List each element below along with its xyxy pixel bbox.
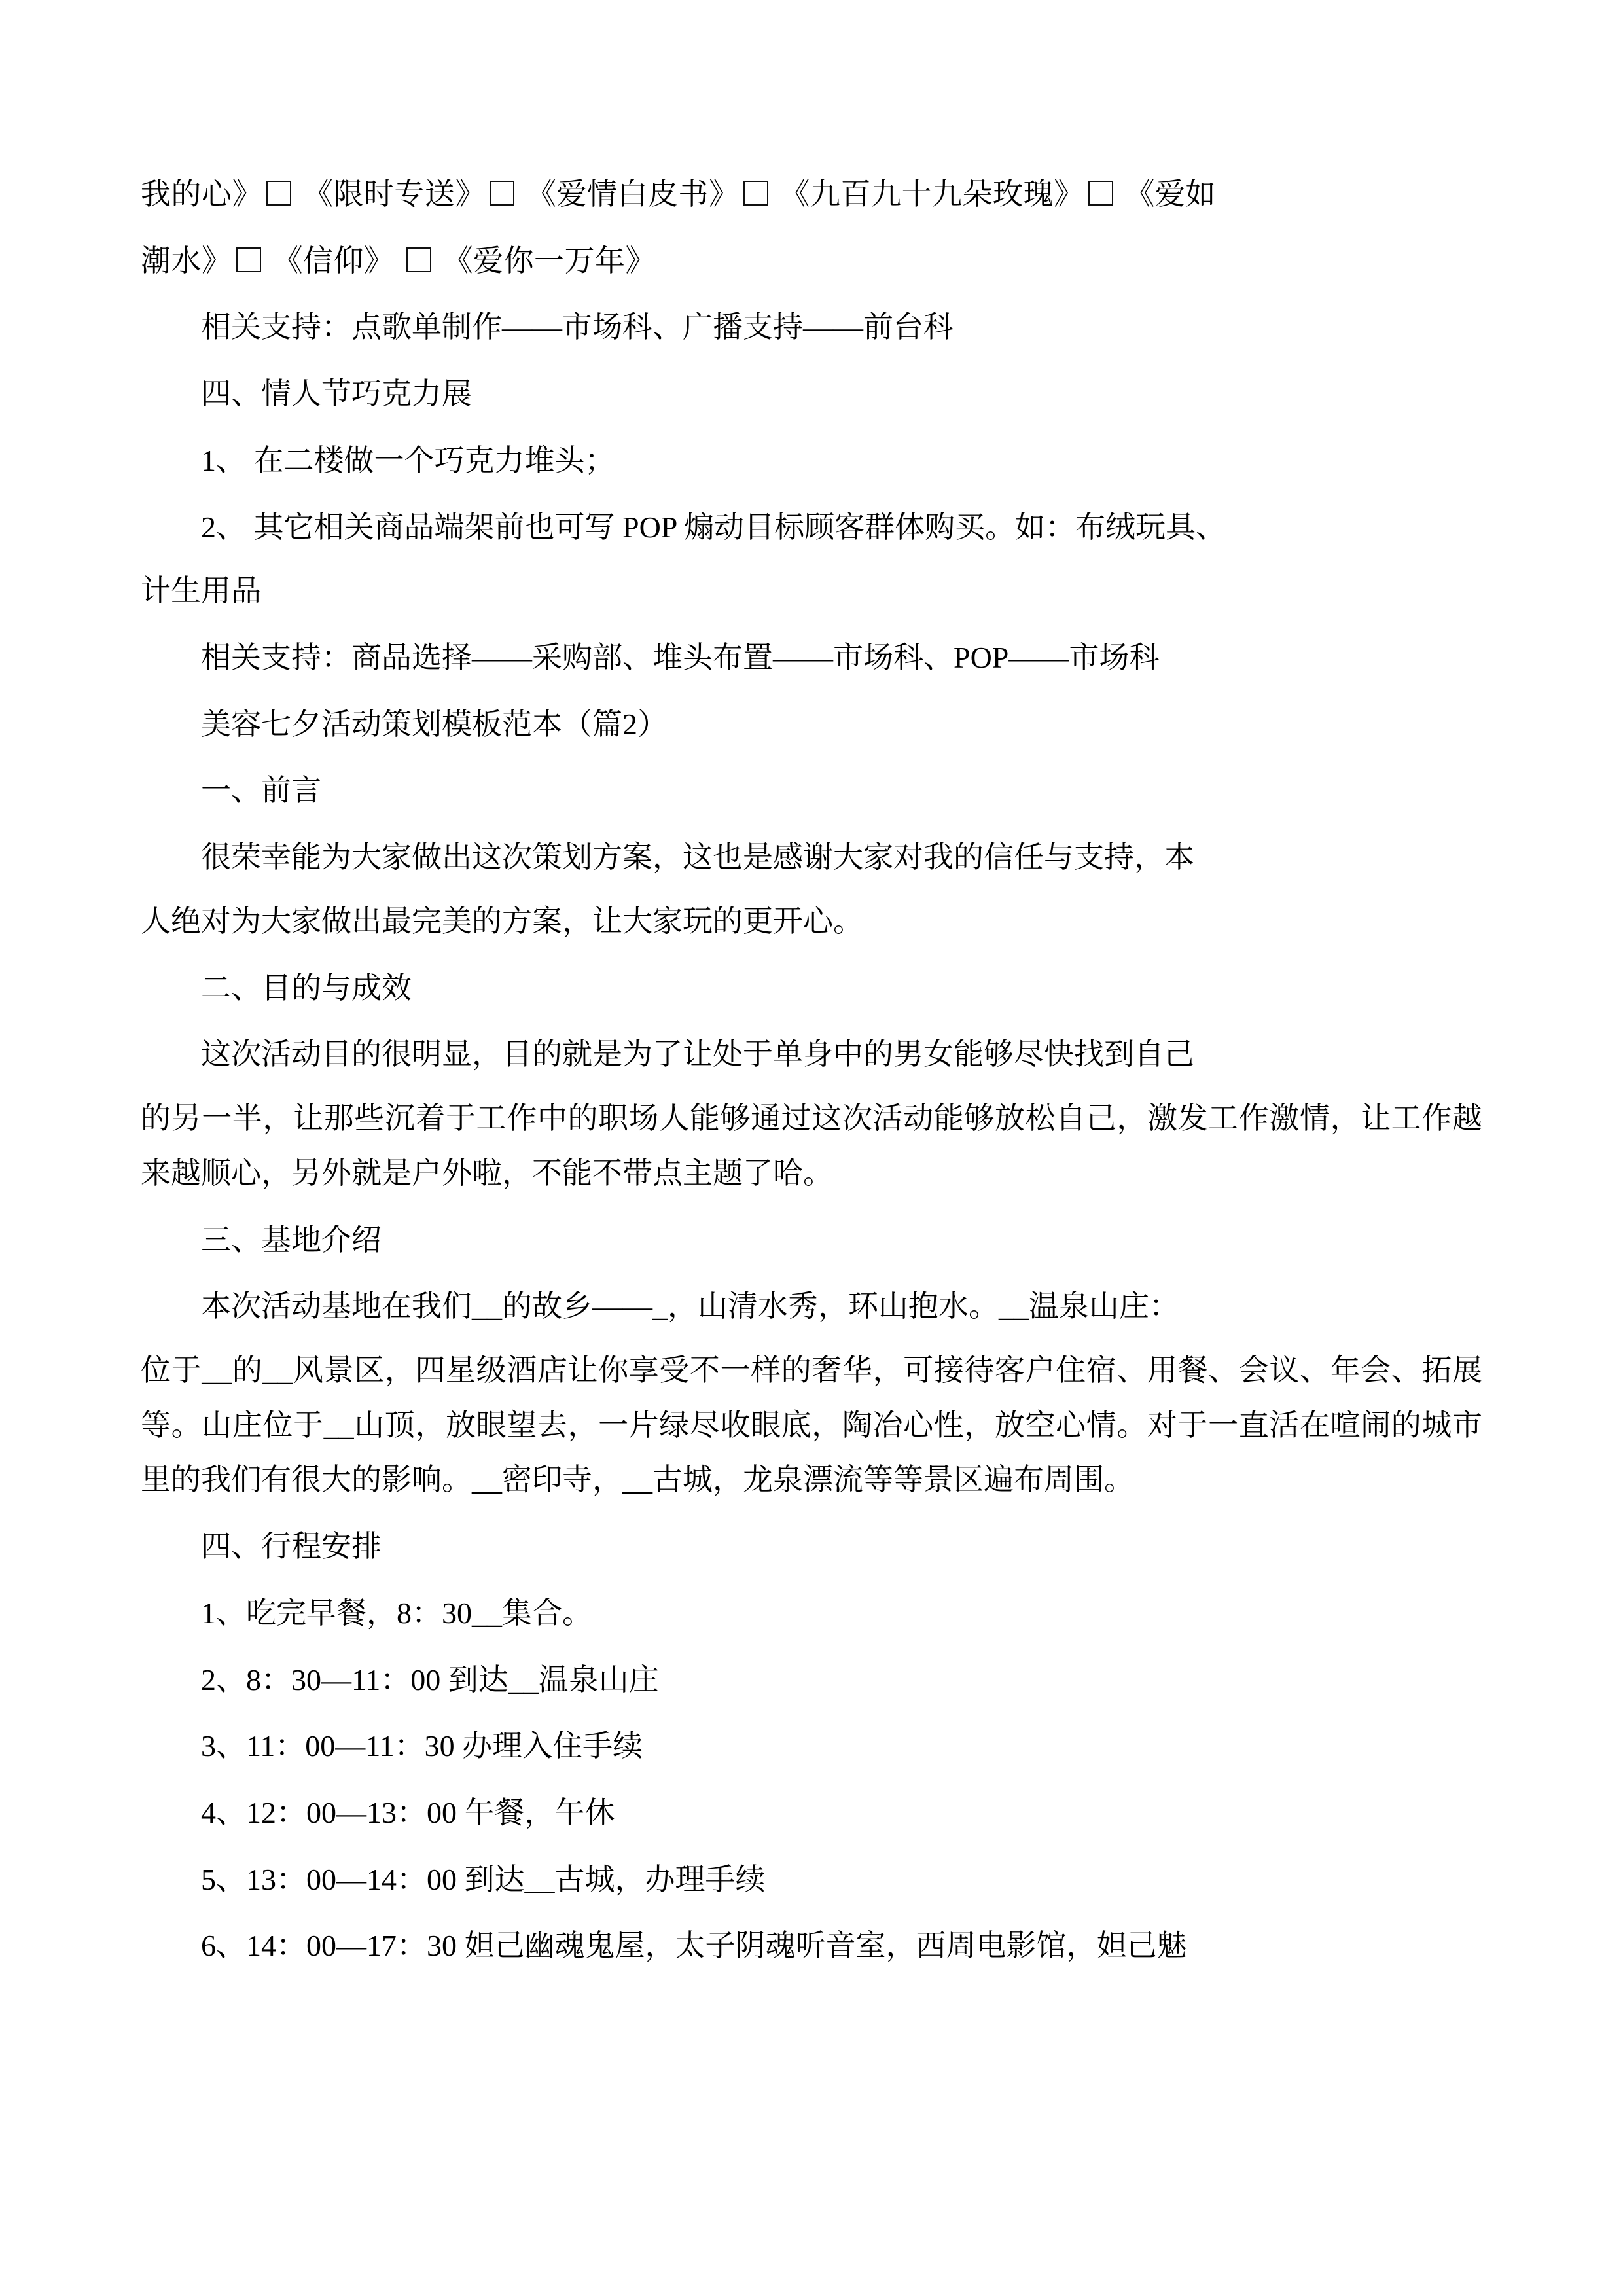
paragraph-p2-base-continuation: 位于__的__风景区，四星级酒店让你享受不一样的奢华，可接待客户住宿、用餐、会议、年会、拓展等。山庄位于__山顶，放眼望去，一片绿尽收眼底，陶冶心性，放空心情。对于一直活在喧闹的城市里的我们有很大的影响。__密印寺，__古城，龙泉漂流等等景区遍布周围。 (141, 1353, 1482, 1497)
schedule-item-2: 2、8：30—11：00 到达__温泉山庄 (201, 1662, 659, 1696)
heading-section-4: 四、情人节巧克力展 (201, 377, 472, 411)
heading-p2-section-3: 三、基地介绍 (201, 1223, 382, 1257)
checkbox-icon (743, 181, 768, 206)
checkbox-icon (490, 181, 514, 206)
heading-p2-section-2: 二、目的与成效 (201, 971, 412, 1005)
list-item-4-2-continuation: 计生用品 (141, 574, 261, 608)
paragraph-song-list-line1 (141, 167, 1482, 222)
document-body (141, 167, 1482, 1973)
text-run: 潮水》 (141, 243, 232, 278)
paragraph-support-1: 相关支持：点歌单制作——市场科、广播支持——前台科 (201, 310, 954, 344)
schedule-item-6: 6、14：00—17：30 妲己幽魂鬼屋，太子阴魂听音室，西周电影馆，妲己魅 (201, 1929, 1187, 1963)
paragraph-p2-purpose: 这次活动目的很明显，目的就是为了让处于单身中的男女能够尽快找到自己 (201, 1037, 1194, 1071)
paragraph-p2-preface: 很荣幸能为大家做出这次策划方案，这也是感谢大家对我的信任与支持，本 (201, 840, 1194, 874)
schedule-item-5: 5、13：00—14：00 到达__古城，办理手续 (201, 1862, 766, 1896)
checkbox-icon (1088, 181, 1113, 206)
paragraph-p2-preface-continuation: 人绝对为大家做出最完美的方案，让大家玩的更开心。 (141, 904, 863, 938)
checkbox-icon (236, 247, 261, 272)
article-title-2: 美容七夕活动策划模板范本（篇2） (201, 707, 668, 741)
checkbox-icon (406, 247, 431, 272)
checkbox-icon (266, 181, 291, 206)
schedule-item-4: 4、12：00—13：00 午餐，午休 (201, 1795, 615, 1829)
paragraph-song-list-line2 (141, 234, 1482, 289)
text-run: 《爱你一万年》 (435, 243, 656, 278)
text-run: 《九百九十九朵玫瑰》 (772, 177, 1084, 211)
text-run: 《爱情白皮书》 (518, 177, 740, 211)
text-run: 《信仰》 (264, 243, 402, 278)
paragraph-p2-base: 本次活动基地在我们__的故乡——_，山清水秀，环山抱水。__温泉山庄： (201, 1289, 1179, 1323)
schedule-item-3: 3、11：00—11：30 办理入住手续 (201, 1729, 643, 1763)
schedule-item-1: 1、吃完早餐，8：30__集合。 (201, 1596, 592, 1630)
list-item-4-1: 1、 在二楼做一个巧克力堆头； (201, 443, 615, 477)
text-run: 我的心》 (141, 177, 262, 211)
heading-p2-section-4: 四、行程安排 (201, 1530, 382, 1564)
list-item-4-2: 2、 其它相关商品端架前也可写 POP 煽动目标顾客群体购买。如：布绒玩具、 (201, 510, 1226, 544)
text-run: 《爱如 (1116, 177, 1216, 211)
text-run: 《限时专送》 (295, 177, 486, 211)
heading-p2-section-1: 一、前言 (201, 774, 321, 808)
paragraph-support-2: 相关支持：商品选择——采购部、堆头布置——市场科、POP——市场科 (201, 641, 1160, 675)
paragraph-p2-purpose-continuation: 的另一半，让那些沉着于工作中的职场人能够通过这次活动能够放松自己，激发工作激情，让工作越来越顺心，另外就是户外啦，不能不带点主题了哈。 (141, 1102, 1482, 1190)
